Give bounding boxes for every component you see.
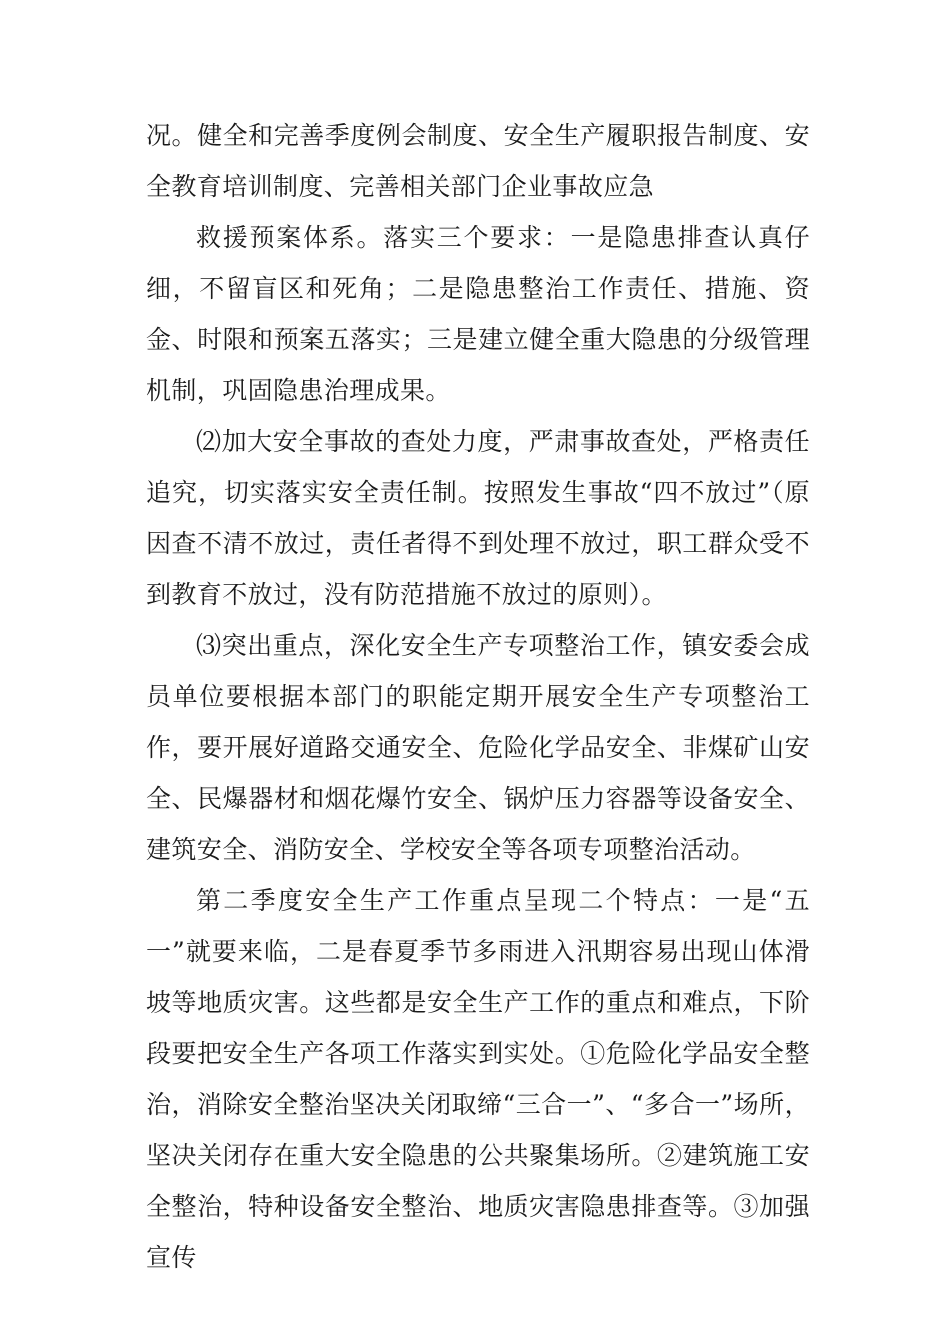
paragraph-item-2: ⑵加大安全事故的查处力度，严肃事故查处，严格责任追究，切实落实安全责任制。按照发生事故“四不放过”（原因查不清不放过，责任者得不到处理不放过，职工群众受不到教育不放过，没有防范措施不放过的原则）。 [146, 427, 810, 609]
body-text [146, 110, 810, 1283]
paragraph-rescue-plan: 救援预案体系。落实三个要求：一是隐患排查认真仔细，不留盲区和死角；二是隐患整治工作责任、措施、资金、时限和预案五落实；三是建立健全重大隐患的分级管理机制，巩固隐患治理成果。 [146, 223, 810, 405]
paragraph-item-3: ⑶突出重点，深化安全生产专项整治工作，镇安委会成员单位要根据本部门的职能定期开展安全生产专项整治工作，要开展好道路交通安全、危险化学品安全、非煤矿山安全、民爆器材和烟花爆竹安全、锅炉压力容器等设备安全、建筑安全、消防安全、学校安全等各项专项整治活动。 [146, 631, 810, 864]
paragraph-continuation: 况。健全和完善季度例会制度、安全生产履职报告制度、安全教育培训制度、完善相关部门企业事故应急 [146, 121, 810, 201]
paragraph-second-quarter: 第二季度安全生产工作重点呈现二个特点：一是“五一”就要来临，二是春夏季节多雨进入汛期容易出现山体滑坡等地质灾害。这些都是安全生产工作的重点和难点，下阶段要把安全生产各项工作落实到实处。①危险化学品安全整治，消除安全整治坚决关闭取缔“三合一”、“多合一”场所，坚决关闭存在重大安全隐患的公共聚集场所。②建筑施工安全整治，特种设备安全整治、地质灾害隐患排查等。③加强宣传 [146, 886, 810, 1272]
